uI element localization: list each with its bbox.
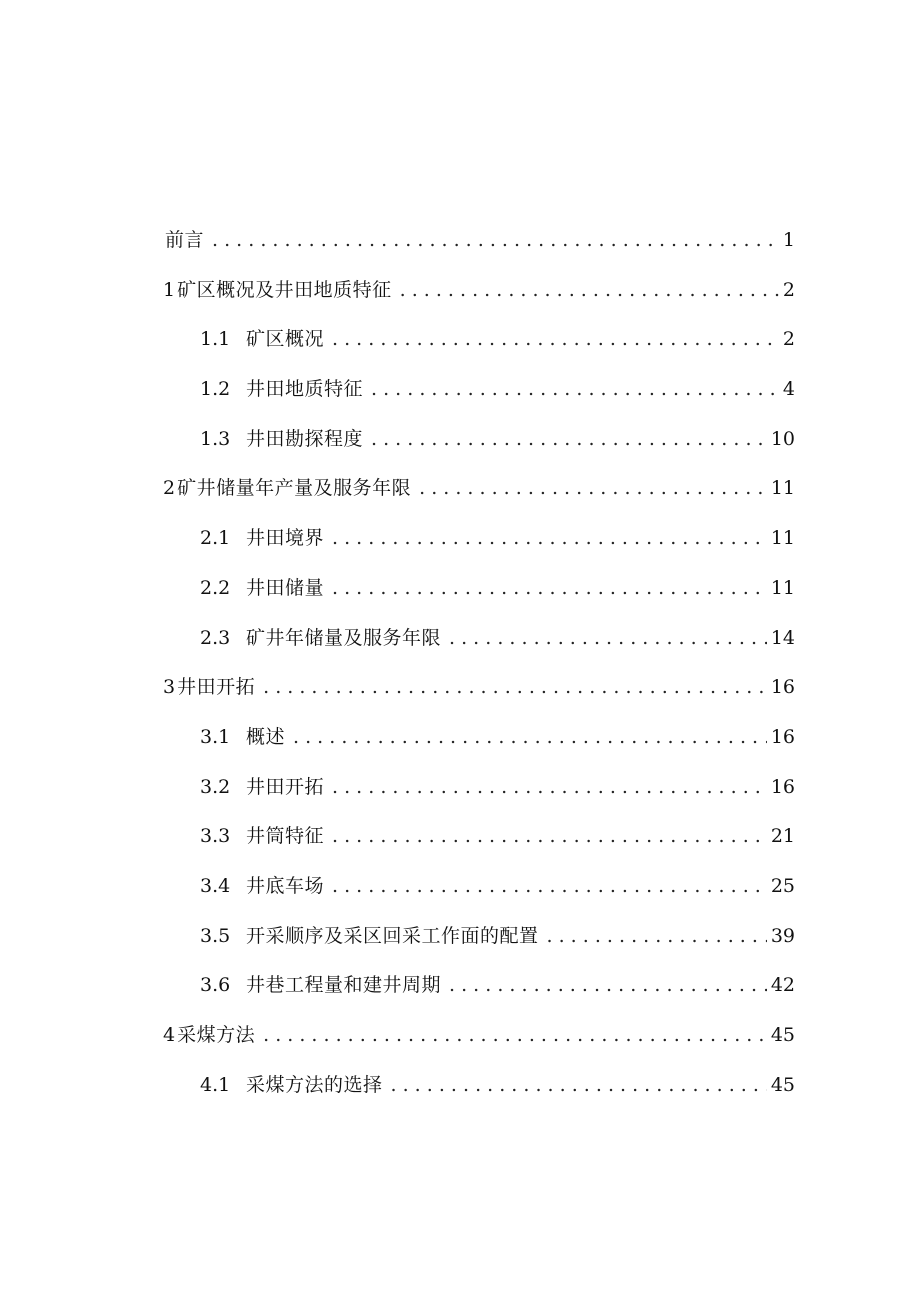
toc-entry[interactable] xyxy=(163,221,795,271)
toc-entry-number: 3 xyxy=(163,676,176,699)
toc-entry-page: 4 xyxy=(782,378,795,401)
toc-entry[interactable] xyxy=(163,1016,795,1066)
toc-entry-title: 前言 xyxy=(165,229,205,251)
dot-leader xyxy=(332,768,767,806)
dot-leader xyxy=(212,221,779,259)
toc-entry-page: 11 xyxy=(770,576,795,599)
toc-entry-page: 45 xyxy=(770,1024,795,1046)
toc-entry-number: 1.3 xyxy=(200,427,231,450)
toc-entry-number: 3.5 xyxy=(200,924,231,947)
dot-leader xyxy=(449,619,767,657)
toc-entry-page: 39 xyxy=(770,924,795,947)
toc-entry[interactable] xyxy=(163,519,795,569)
toc-entry[interactable] xyxy=(163,469,795,519)
toc-entry[interactable] xyxy=(163,668,795,718)
toc-entry-page: 10 xyxy=(770,427,795,450)
dot-leader xyxy=(371,420,767,458)
toc-entry-number: 3.4 xyxy=(200,874,231,897)
toc-entry-number: 2 xyxy=(163,477,176,500)
toc-entry-number: 1 xyxy=(163,278,176,301)
toc-entry-page: 2 xyxy=(782,328,795,351)
toc-entry-number: 2.1 xyxy=(200,527,231,550)
toc-entry-title: 采煤方法的选择 xyxy=(246,1073,383,1096)
toc-entry[interactable] xyxy=(163,1066,795,1116)
toc-entry-title: 井巷工程量和建井周期 xyxy=(246,974,442,997)
toc-entry-title: 井田开拓 xyxy=(246,775,325,798)
toc-entry-title: 采煤方法 xyxy=(177,1024,256,1046)
toc-entry-title: 开采顺序及采区回采工作面的配置 xyxy=(246,924,539,947)
toc-entry-number: 3.6 xyxy=(200,974,231,997)
dot-leader xyxy=(263,1016,767,1054)
dot-leader xyxy=(371,370,779,408)
dot-leader xyxy=(449,966,767,1004)
toc-entry-number: 2.3 xyxy=(200,626,231,649)
toc-entry-number: 1.2 xyxy=(200,378,231,401)
toc-entry-page: 16 xyxy=(770,775,795,798)
toc-entry-page: 25 xyxy=(770,874,795,897)
toc-entry-title: 概述 xyxy=(246,725,286,748)
toc-entry-title: 矿区概况 xyxy=(246,328,325,351)
toc-entry-number: 2.2 xyxy=(200,576,231,599)
dot-leader xyxy=(400,271,779,309)
toc-entry-number: 1.1 xyxy=(200,328,231,351)
table-of-contents xyxy=(163,221,795,1115)
dot-leader xyxy=(419,469,767,507)
toc-entry[interactable] xyxy=(163,917,795,967)
toc-entry-page: 14 xyxy=(770,626,795,649)
dot-leader xyxy=(332,817,767,855)
toc-entry[interactable] xyxy=(163,569,795,619)
toc-entry[interactable] xyxy=(163,966,795,1016)
dot-leader xyxy=(263,668,767,706)
toc-entry[interactable] xyxy=(163,320,795,370)
toc-entry-title: 矿区概况及井田地质特征 xyxy=(177,278,392,301)
toc-entry-number: 3.1 xyxy=(200,725,231,748)
toc-entry-page: 45 xyxy=(770,1073,795,1096)
toc-entry-number: 4.1 xyxy=(200,1073,231,1096)
dot-leader xyxy=(391,1066,767,1104)
toc-entry[interactable] xyxy=(163,817,795,867)
toc-entry-number: 3.3 xyxy=(200,825,231,848)
toc-entry[interactable] xyxy=(163,619,795,669)
toc-entry-title: 井筒特征 xyxy=(246,825,325,848)
toc-entry-number: 3.2 xyxy=(200,775,231,798)
toc-entry-page: 16 xyxy=(770,676,795,699)
toc-entry[interactable] xyxy=(163,370,795,420)
toc-entry-page: 2 xyxy=(782,278,795,301)
toc-entry-title: 井田勘探程度 xyxy=(246,427,364,450)
toc-entry-page: 11 xyxy=(770,527,795,550)
dot-leader xyxy=(547,917,767,955)
toc-entry-title: 井底车场 xyxy=(246,874,325,897)
toc-entry-title: 井田地质特征 xyxy=(246,378,364,401)
toc-entry-title: 井田境界 xyxy=(246,527,325,550)
dot-leader xyxy=(332,867,767,905)
toc-entry-page: 11 xyxy=(770,477,795,500)
toc-entry-page: 42 xyxy=(770,974,795,997)
toc-entry[interactable] xyxy=(163,768,795,818)
toc-entry[interactable] xyxy=(163,718,795,768)
toc-entry[interactable] xyxy=(163,271,795,321)
toc-entry-title: 井田储量 xyxy=(246,576,325,599)
toc-entry-page: 1 xyxy=(782,229,795,251)
toc-entry-title: 井田开拓 xyxy=(177,676,256,699)
toc-entry-page: 21 xyxy=(770,825,795,848)
toc-entry[interactable] xyxy=(163,867,795,917)
toc-entry[interactable] xyxy=(163,420,795,470)
toc-entry-title: 矿井储量年产量及服务年限 xyxy=(177,477,412,500)
dot-leader xyxy=(332,519,767,557)
toc-entry-title: 矿井年储量及服务年限 xyxy=(246,626,442,649)
dot-leader xyxy=(332,569,767,607)
dot-leader xyxy=(332,320,779,358)
dot-leader xyxy=(293,718,767,756)
toc-entry-number: 4 xyxy=(163,1024,176,1046)
toc-entry-page: 16 xyxy=(770,725,795,748)
